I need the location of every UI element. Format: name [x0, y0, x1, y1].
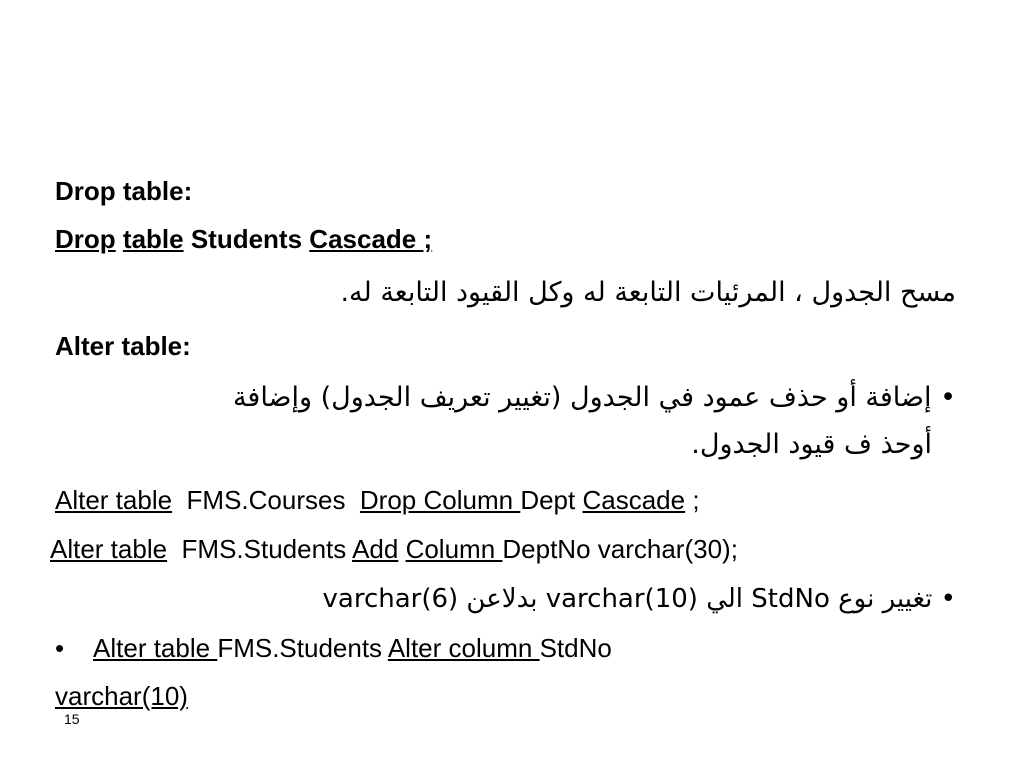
drop-column-keyword: Drop Column — [359, 485, 521, 515]
alter-table-heading: Alter table: — [55, 331, 191, 361]
drop-keyword: Drop — [55, 224, 116, 254]
drop-table-command — [55, 224, 432, 254]
cascade-keyword: Cascade ; — [309, 224, 433, 254]
varchar10-type: varchar(10) — [55, 681, 188, 711]
deptno-definition: DeptNo varchar(30); — [502, 534, 738, 564]
alter-table-keyword: Alter table — [93, 633, 218, 663]
alter-table-keyword: Alter table — [50, 534, 168, 564]
dept-column-name: Dept — [520, 485, 576, 515]
students-table-name: FMS.Students — [217, 633, 383, 663]
type-change-text: تغيير نوع StdNo الي varchar(10) بدلاعن varchar(6) — [322, 584, 933, 614]
bullet-icon: • — [940, 584, 956, 614]
drop-table-heading: Drop table: — [55, 176, 193, 206]
cascade-keyword: Cascade — [582, 485, 686, 515]
semicolon: ; — [692, 485, 700, 515]
bullet-icon: • — [55, 633, 65, 663]
alter-add-column-command — [50, 534, 738, 564]
type-change-bullet — [323, 584, 957, 614]
alter-column-command — [55, 633, 612, 663]
bullet-icon: • — [940, 382, 956, 413]
table-keyword: table — [122, 224, 184, 254]
alter-table-keyword: Alter table — [55, 485, 173, 515]
students-table-name: Students — [190, 224, 303, 254]
students-table-name: FMS.Students — [181, 534, 347, 564]
drop-description: مسح الجدول ، المرئيات التابعة له وكل القيود التابعة له. — [340, 277, 956, 308]
alter-description-line1 — [233, 383, 956, 413]
slide-number: 15 — [64, 711, 80, 727]
courses-table-name: FMS.Courses — [186, 485, 346, 515]
stdno-column-name: StdNo — [539, 633, 612, 663]
alter-column-keyword: Alter column — [387, 633, 540, 663]
column-keyword: Column — [405, 534, 503, 564]
alter-description-text: إضافة أو حذف عمود في الجدول (تغيير تعريف الجدول) وإضافة — [232, 382, 932, 413]
add-keyword: Add — [352, 534, 399, 564]
alter-description-line2: أوحذ ف قيود الجدول. — [691, 429, 932, 460]
alter-drop-column-command — [55, 485, 700, 515]
